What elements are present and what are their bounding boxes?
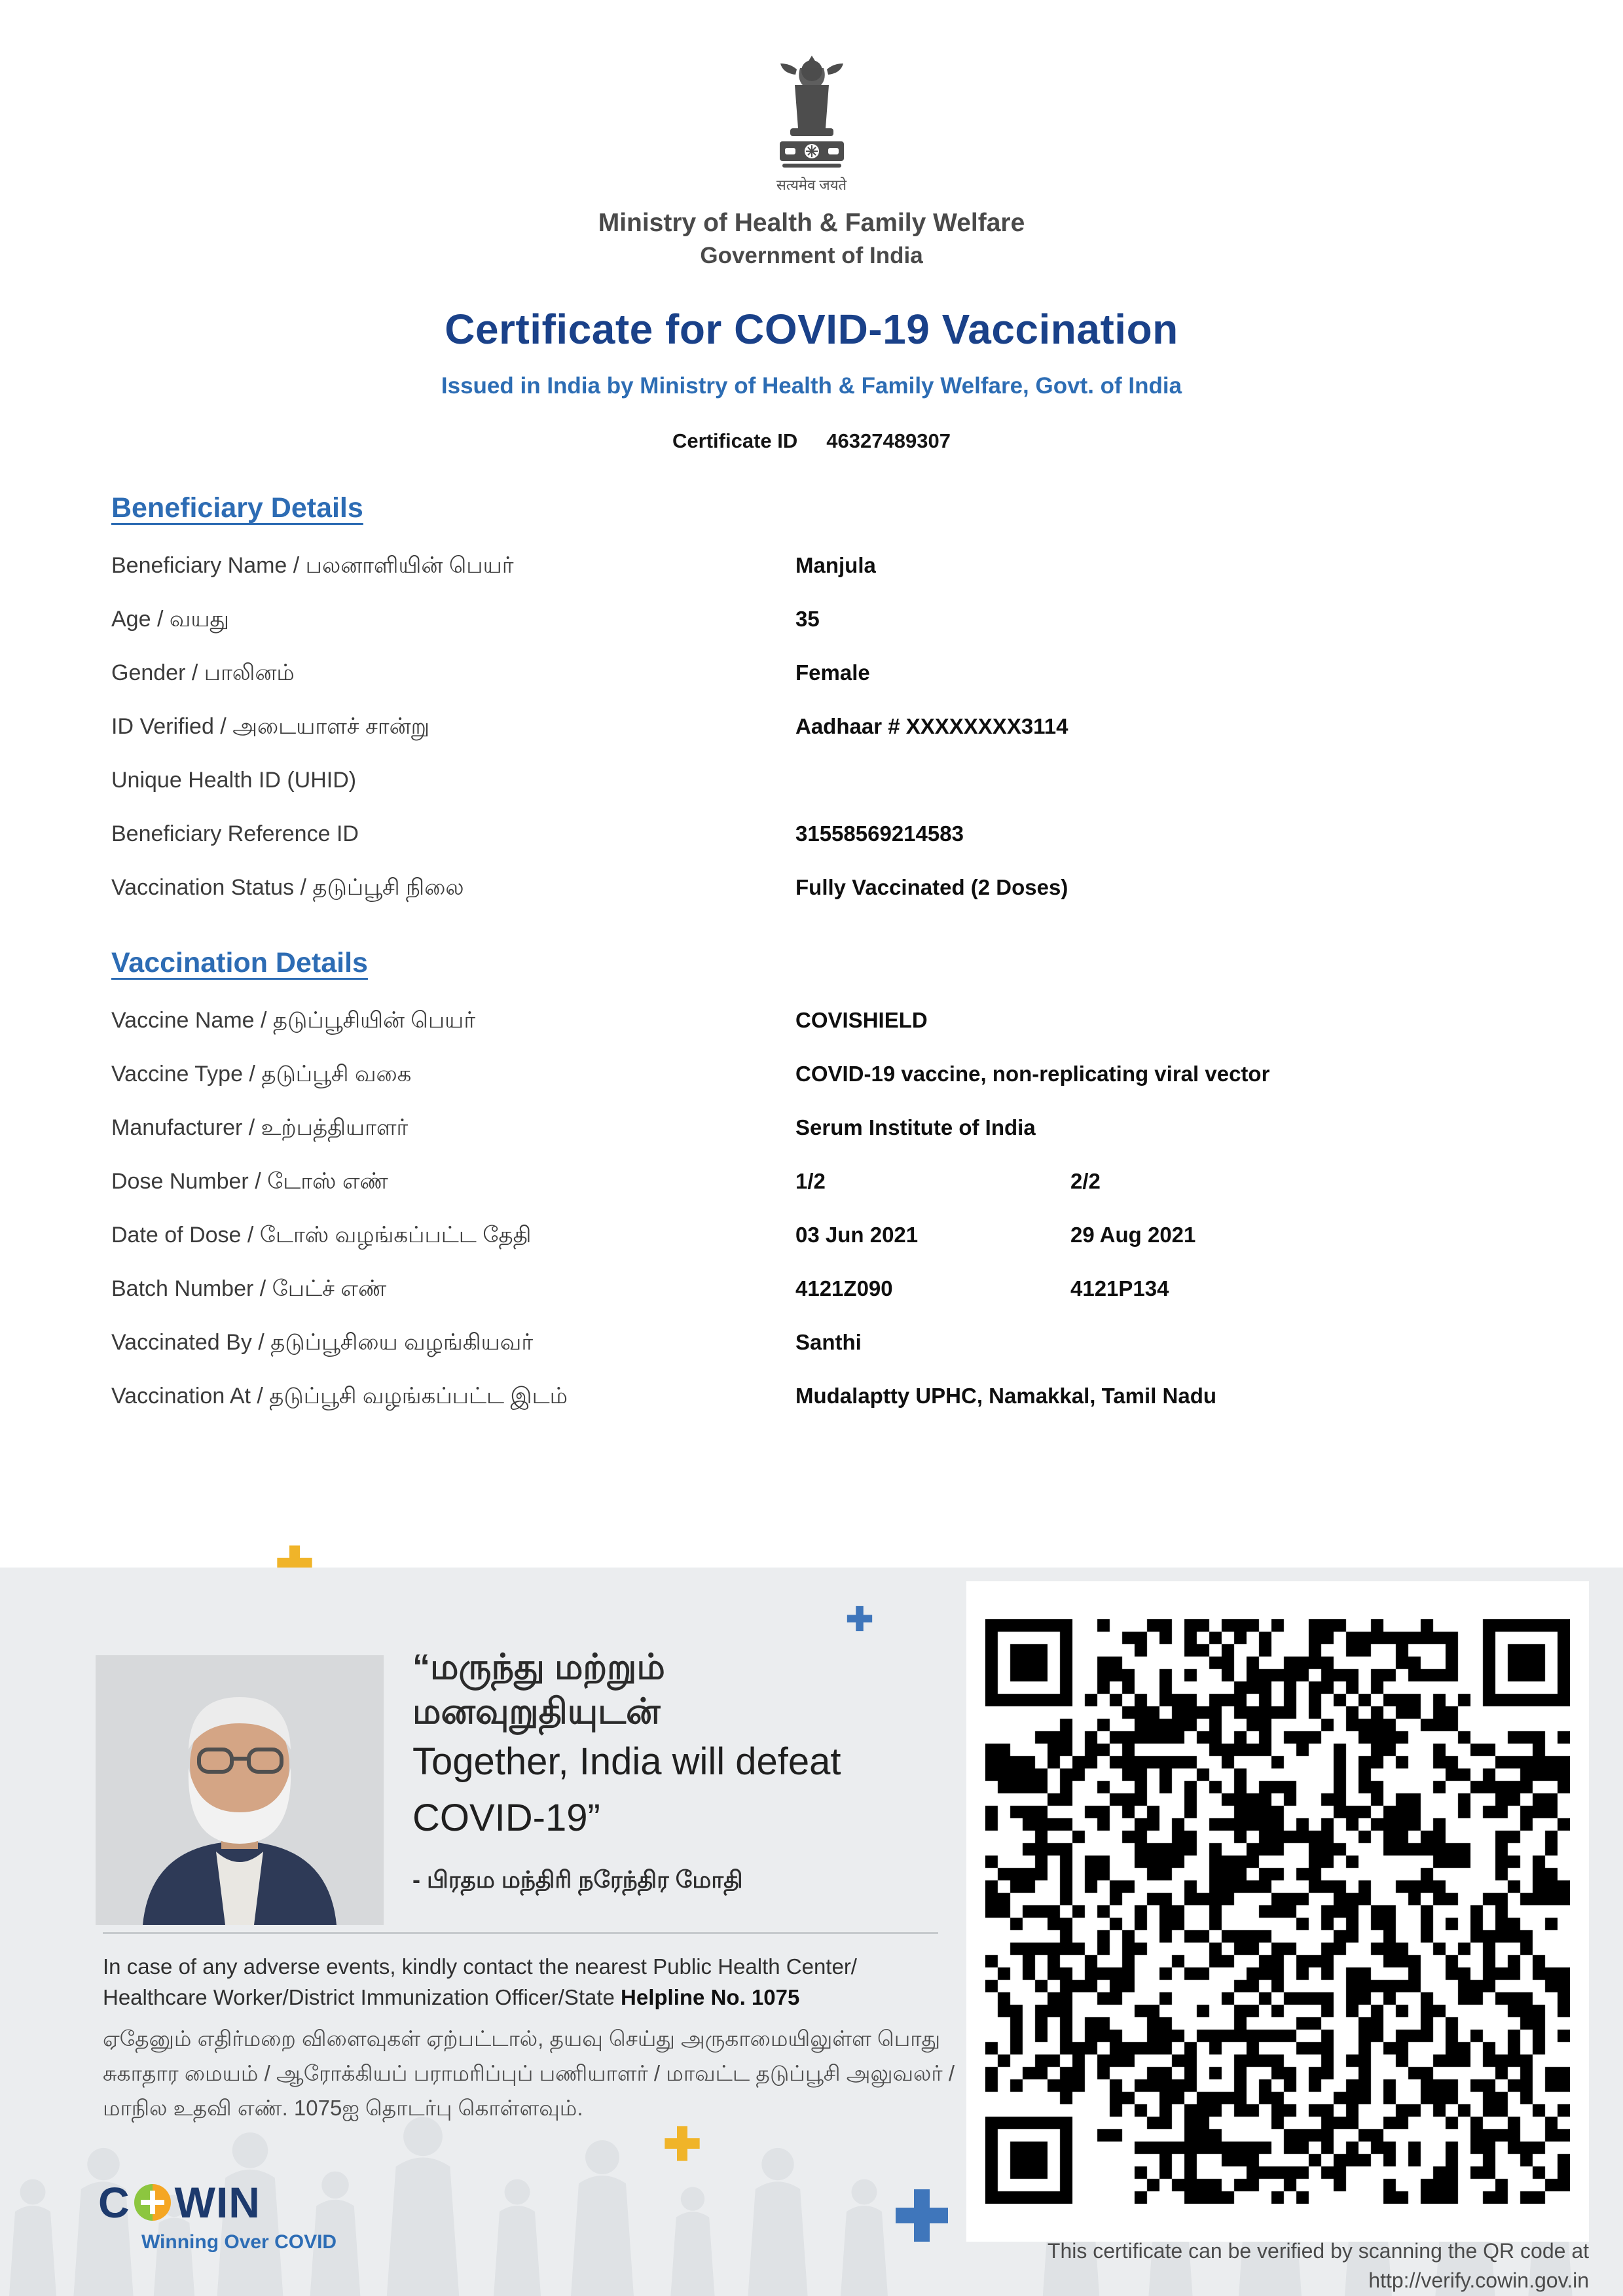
field-label: Unique Health ID (UHID) <box>111 768 357 793</box>
field-label: Gender / பாலினம் <box>111 660 295 685</box>
field-label: Vaccine Type / தடுப்பூசி வகை <box>111 1062 412 1086</box>
table-row <box>111 1330 1525 1384</box>
field-value: Santhi <box>795 1330 862 1354</box>
table-row <box>111 1276 1525 1330</box>
quote-line-tamil-2: மனவுறுதியுடன் <box>412 1692 661 1731</box>
field-value-2: 4121P134 <box>1070 1276 1169 1300</box>
vaccination-details-block <box>111 947 1525 1437</box>
field-label: Date of Dose / டோஸ் வழங்கப்பட்ட தேதி <box>111 1223 532 1247</box>
table-row <box>111 553 1525 607</box>
field-label: Vaccination At / தடுப்பூசி வழங்கப்பட்ட இடம் <box>111 1384 568 1408</box>
ministry-name: Ministry of Health & Family Welfare <box>598 209 1025 237</box>
field-value: Fully Vaccinated (2 Doses) <box>795 875 1068 899</box>
field-label: Vaccine Name / தடுப்பூசியின் பெயர் <box>111 1008 476 1033</box>
qr-code-canvas <box>985 1619 1570 2204</box>
field-value-2: 2/2 <box>1070 1169 1101 1193</box>
government-name: Government of India <box>700 243 923 268</box>
table-row <box>111 768 1525 821</box>
helpline-number: Helpline No. 1075 <box>621 1985 800 2009</box>
adverse-events-notice <box>103 1951 857 2013</box>
cowin-logo-c: C <box>98 2178 130 2227</box>
field-value: Manjula <box>795 553 876 577</box>
certificate-id-row <box>0 429 1623 453</box>
certificate-id-label: Certificate ID <box>672 429 798 452</box>
emblem-motto: सत्यमेव जयते <box>776 177 847 193</box>
vaccination-details-heading: Vaccination Details <box>111 947 368 978</box>
beneficiary-details-heading: Beneficiary Details <box>111 492 363 524</box>
field-label: Dose Number / டோஸ் எண் <box>111 1169 388 1194</box>
pm-portrait-photo <box>96 1655 384 1925</box>
vaccination-rows <box>111 1008 1525 1437</box>
table-row <box>111 875 1525 929</box>
certificate-id-value: 46327489307 <box>826 429 951 452</box>
adverse-events-line-2: Healthcare Worker/District Immunization Officer/State Helpline No. 1075 <box>103 1985 800 2009</box>
field-value: Mudalaptty UPHC, Namakkal, Tamil Nadu <box>795 1384 1217 1408</box>
certificate-subtitle: Issued in India by Ministry of Health & Family Welfare, Govt. of India <box>441 373 1182 399</box>
table-row <box>111 1008 1525 1062</box>
table-row <box>111 1384 1525 1437</box>
certificate-header <box>0 0 1623 453</box>
quote-line-english-2: COVID-19” <box>412 1797 600 1839</box>
plus-decoration-icon <box>845 1604 875 1634</box>
table-row <box>111 660 1525 714</box>
field-value: Female <box>795 660 870 685</box>
national-emblem-icon <box>763 52 861 173</box>
adverse-events-line-1: In case of any adverse events, kindly contact the nearest Public Health Center/ <box>103 1954 857 1979</box>
table-row <box>111 1062 1525 1115</box>
plus-decoration-icon <box>661 2123 703 2164</box>
cowin-plus-circle-icon <box>134 2184 171 2221</box>
table-row <box>111 821 1525 875</box>
verification-note <box>1048 2236 1589 2295</box>
cowin-logo <box>98 2178 261 2227</box>
field-value: 1/2 <box>795 1169 826 1193</box>
cowin-logo-win: WIN <box>174 2178 261 2227</box>
field-label: Beneficiary Name / பலனாளியின் பெயர் <box>111 553 514 578</box>
field-value: 4121Z090 <box>795 1276 893 1300</box>
details-section <box>111 492 1525 1437</box>
field-label: Batch Number / பேட்ச் எண் <box>111 1276 387 1301</box>
field-label: Vaccination Status / தடுப்பூசி நிலை <box>111 875 464 900</box>
table-row <box>111 1115 1525 1169</box>
field-label: Age / வயது <box>111 607 230 632</box>
table-row <box>111 1223 1525 1276</box>
field-value: 35 <box>795 607 820 631</box>
field-value: COVID-19 vaccine, non-replicating viral vector <box>795 1062 1270 1086</box>
verification-url-link[interactable]: http://verify.cowin.gov.in <box>1368 2269 1589 2292</box>
certificate-footer <box>0 1568 1623 2296</box>
plus-decoration-icon <box>890 2184 953 2247</box>
cowin-tagline: Winning Over COVID <box>141 2231 337 2253</box>
qr-code-panel <box>966 1581 1589 2242</box>
field-value: Serum Institute of India <box>795 1115 1036 1139</box>
footer-divider <box>103 1932 938 1934</box>
field-label: Manufacturer / உற்பத்தியாளர் <box>111 1115 409 1140</box>
field-value: 31558569214583 <box>795 821 964 846</box>
field-value-2: 29 Aug 2021 <box>1070 1223 1196 1247</box>
table-row <box>111 714 1525 768</box>
field-label: ID Verified / அடையாளச் சான்று <box>111 714 430 739</box>
quote-attribution: - பிரதம மந்திரி நரேந்திர மோதி <box>412 1866 743 1893</box>
verification-text: This certificate can be verified by scanning the QR code at <box>1047 2239 1589 2263</box>
quote-line-english-1: Together, India will defeat <box>412 1740 841 1783</box>
field-value: COVISHIELD <box>795 1008 928 1032</box>
table-row <box>111 1169 1525 1223</box>
quote-line-tamil-1: “மருந்து மற்றும் <box>412 1647 665 1687</box>
adverse-events-notice-tamil: ஏதேனும் எதிர்மறை விளைவுகள் ஏற்பட்டால், தயவு செய்து அருகாமையிலுள்ள பொது சுகாதார மையம் / ஆரோக்கியப் பராமரிப்புப் பணியாளர் / மாவட்ட தடுப்பூசி அலுவலர் / மாநில உதவி எண். 1075ஐ தொடர்பு கொள்ளவும். <box>103 2026 955 2120</box>
field-value: 03 Jun 2021 <box>795 1223 919 1247</box>
field-value: Aadhaar # XXXXXXXX3114 <box>795 714 1068 738</box>
field-label: Vaccinated By / தடுப்பூசியை வழங்கியவர் <box>111 1330 534 1355</box>
table-row <box>111 607 1525 660</box>
certificate-title: Certificate for COVID-19 Vaccination <box>445 306 1178 353</box>
pm-quote-block <box>412 1645 962 1897</box>
beneficiary-rows <box>111 553 1525 929</box>
field-label: Beneficiary Reference ID <box>111 821 359 846</box>
